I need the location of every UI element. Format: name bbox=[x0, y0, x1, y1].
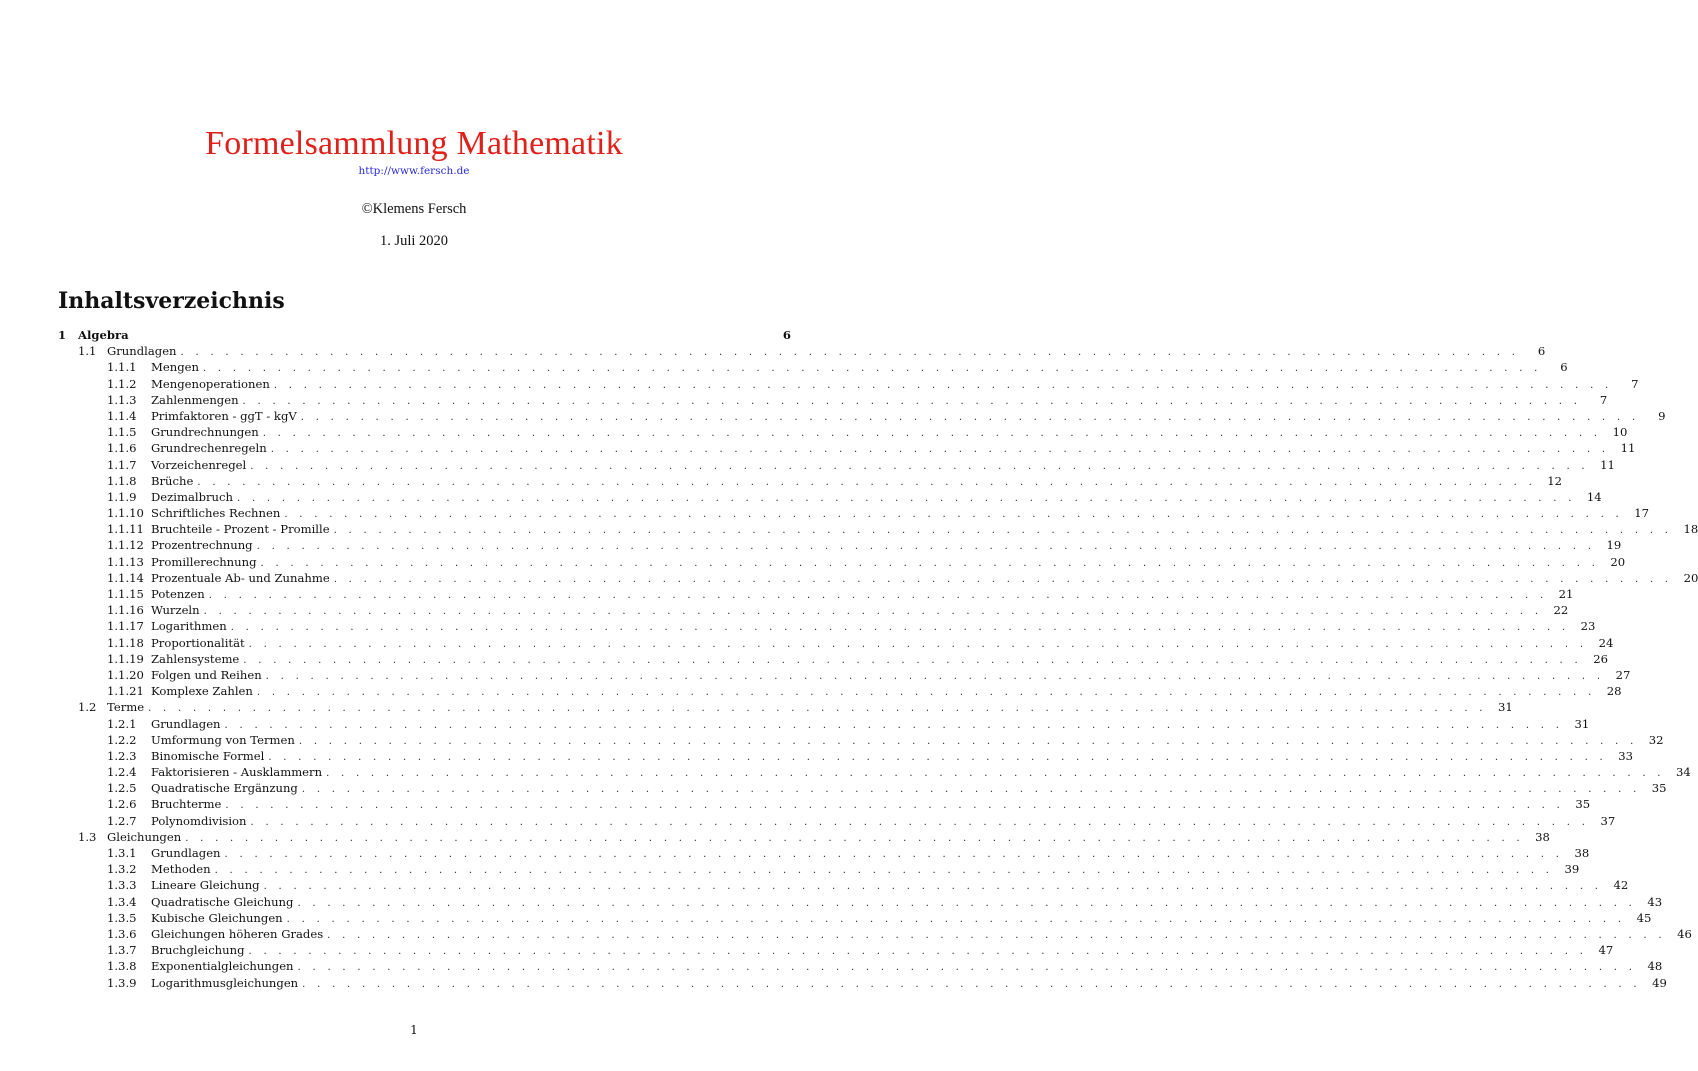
toc-entry-page: 27 bbox=[1615, 667, 1631, 682]
toc-entry-title: Mengen bbox=[151, 360, 199, 375]
dot-leader: . . . . . . . . . . . . . . . . . . . . . . . . . . . . . . . . . . . . . . . . . . . . . . . . . . . . . . . . . . . . . . . . . . . . . . . . . . . . . . . . . . . . . . . . . . bbox=[302, 978, 1641, 990]
toc-subsection-entry[interactable] bbox=[58, 424, 1628, 440]
toc-entry-title: Grundrechnungen bbox=[151, 425, 259, 440]
toc-entry-number: 1.1.10 bbox=[107, 506, 144, 521]
toc-section-entry[interactable] bbox=[58, 699, 1513, 715]
toc-entry-number: 1.3.4 bbox=[107, 894, 137, 909]
toc-entry-title: Folgen und Reihen bbox=[151, 667, 262, 682]
dot-leader: . . . . . . . . . . . . . . . . . . . . . . . . . . . . . . . . . . . . . . . . . . . . . . . . . . . . . . . . . . . . . . . . . . . . . . . . . . . . . . . . . . . . . . . . . . bbox=[262, 428, 1602, 440]
toc-entry-title: Gleichungen bbox=[107, 829, 182, 844]
dot-leader: . . . . . . . . . . . . . . . . . . . . . . . . . . . . . . . . . . . . . . . . . . . . . . . . . . . . . . . . . . . . . . . . . . . . . . . . . . . . . . . . . . . . . . . . . . bbox=[301, 784, 1641, 796]
toc-entry-page: 26 bbox=[1593, 651, 1608, 666]
toc-entry-number: 1.1.5 bbox=[107, 425, 137, 440]
toc-entry-title: Algebra bbox=[78, 328, 129, 342]
toc-entry-number: 1.2 bbox=[78, 700, 97, 715]
toc-entry-page: 14 bbox=[1586, 489, 1602, 504]
toc-entry-title: Logarithmusgleichungen bbox=[151, 975, 299, 990]
toc-entry-page: 11 bbox=[1600, 457, 1615, 472]
toc-entry-title: Bruchgleichung bbox=[151, 943, 245, 958]
toc-subsection-entry[interactable] bbox=[58, 861, 1580, 877]
toc-entry-page: 48 bbox=[1647, 959, 1663, 974]
toc-entry-page: 12 bbox=[1547, 473, 1563, 488]
toc-entry-page: 28 bbox=[1606, 684, 1622, 699]
dot-leader: . . . . . . . . . . . . . . . . . . . . . . . . . . . . . . . . . . . . . . . . . . . . . . . . . . . . . . . . . . . . . . . . . . . . . . . . . . . . . . . . . . . . . . . . . . bbox=[333, 525, 1673, 537]
toc-subsection-entry[interactable] bbox=[58, 473, 1563, 489]
toc-entry-number: 1.1.2 bbox=[107, 376, 137, 391]
toc-entry-number: 1.2.3 bbox=[107, 748, 137, 763]
dot-leader: . . . . . . . . . . . . . . . . . . . . . . . . . . . . . . . . . . . . . . . . . . . . . . . . . . . . . . . . . . . . . . . . . . . . . . . . . . . . . . . . . . . . . . . . . . bbox=[333, 573, 1673, 585]
toc-entry-number: 1.1.21 bbox=[107, 684, 144, 699]
toc-entry-number: 1.1.15 bbox=[107, 587, 144, 601]
toc-entry-number: 1.3.7 bbox=[107, 943, 137, 958]
dot-leader: . . . . . . . . . . . . . . . . . . . . . . . . . . . . . . . . . . . . . . . . . . . . . . . . . . . . . . . . . . . . . . . . . . . . . . . . . . . . . . . . . . . . . . . . . . bbox=[202, 363, 1542, 375]
toc-entry-title: Terme bbox=[107, 700, 145, 715]
dot-leader: . . . . . . . . . . . . . . . . . . . . . . . . . . . . . . . . . . . . . . . . . . . . . . . . . . . . . . . . . . . . . . . . . . . . . . . . . . . . . . . . . . . . . . . . . . bbox=[148, 703, 1487, 715]
toc-entry-title: Quadratische Ergänzung bbox=[151, 781, 298, 796]
toc-entry-title: Methoden bbox=[151, 862, 211, 877]
toc-entry-title: Proportionalität bbox=[151, 635, 245, 650]
toc-entry-number: 1.1.8 bbox=[107, 473, 137, 488]
toc-subsection-entry[interactable] bbox=[58, 457, 1615, 473]
toc-subsection-entry[interactable] bbox=[58, 651, 1608, 667]
toc-subsection-entry[interactable] bbox=[58, 570, 1698, 586]
toc-entry-page: 6 bbox=[782, 328, 791, 342]
dot-leader: . . . . . . . . . . . . . . . . . . . . . . . . . . . . . . . . . . . . . . . . . . . . . . . . . . . . . . . . . . . . . . . . . . . . . . . . . . . . . . . . . . . . . . . . . . bbox=[214, 865, 1554, 877]
toc-entry-page: 24 bbox=[1598, 635, 1614, 650]
toc-subsection-entry[interactable] bbox=[58, 683, 1622, 699]
toc-subsection-entry[interactable] bbox=[58, 359, 1568, 375]
toc-entry-number: 1.1.9 bbox=[107, 489, 137, 504]
toc-subsection-entry[interactable] bbox=[58, 618, 1596, 634]
toc-entry-number: 1.1.19 bbox=[107, 651, 144, 666]
toc-subsection-entry[interactable] bbox=[58, 732, 1664, 748]
dot-leader: . . . . . . . . . . . . . . . . . . . . . . . . . . . . . . . . . . . . . . . . . . . . . . . . . . . . . . . . . . . . . . . . . . . . . . . . . . . . . . . . . . . . . . . . . . bbox=[180, 347, 1520, 359]
toc-entry-title: Umformung von Termen bbox=[151, 732, 295, 747]
toc-entry-title: Binomische Formel bbox=[151, 748, 265, 763]
toc-subsection-entry[interactable] bbox=[58, 554, 1626, 570]
toc-entry-title: Logarithmen bbox=[151, 619, 227, 634]
toc-entry-title: Wurzeln bbox=[151, 603, 200, 618]
toc-entry-page: 23 bbox=[1580, 619, 1596, 634]
dot-leader: . . . . . . . . . . . . . . . . . . . . . . . . . . . . . . . . . . . . . . . . . . . . . . . . . . . . . . . . . . . . . . . . . . . . . . . . . . . . . . . . . . . . . . . . . . bbox=[185, 832, 1524, 844]
date: 1. Juli 2020 bbox=[379, 233, 449, 249]
dot-leader: . . . . . . . . . . . . . . . . . . . . . . . . . . . . . . . . . . . . . . . . . . . . . . . . . . . . . . . . . . . . . . . . . . . . . . . . . . . . . . . . . . . . . . . . . . bbox=[270, 444, 1610, 456]
toc-entry-title: Kubische Gleichungen bbox=[151, 910, 283, 925]
toc-entry-page: 45 bbox=[1636, 910, 1652, 925]
toc-entry-page: 20 bbox=[1683, 570, 1698, 585]
toc-entry-number: 1.3 bbox=[78, 829, 97, 844]
toc-entry-title: Faktorisieren - Ausklammern bbox=[151, 765, 323, 780]
toc-entry-number: 1.1.13 bbox=[107, 554, 144, 569]
toc-entry-number: 1.1.11 bbox=[107, 522, 144, 537]
dot-leader: . . . . . . . . . . . . . . . . . . . . . . . . . . . . . . . . . . . . . . . . . . . . . . . . . . . . . . . . . . . . . . . . . . . . . . . . . . . . . . . . . . . . . . . . . . bbox=[197, 476, 1537, 488]
toc-entry-page: 17 bbox=[1634, 506, 1650, 521]
toc-subsection-entry[interactable] bbox=[58, 748, 1634, 764]
website-link[interactable]: http://www.fersch.de bbox=[358, 165, 470, 177]
toc-entry-page: 39 bbox=[1564, 862, 1580, 877]
toc-entry-page: 21 bbox=[1558, 587, 1574, 601]
dot-leader: . . . . . . . . . . . . . . . . . . . . . . . . . . . . . . . . . . . . . . . . . . . . . . . . . . . . . . . . . . . . . . . . . . . . . . . . . . . . . . . . . . . . . . . . . . bbox=[260, 557, 1600, 569]
dot-leader: . . . . . . . . . . . . . . . . . . . . . . . . . . . . . . . . . . . . . . . . . . . . . . . . . . . . . . . . . . . . . . . . . . . . . . . . . . . . . . . . . . . . . . . . . . bbox=[286, 913, 1626, 925]
document-title: Formelsammlung Mathematik bbox=[205, 125, 623, 162]
toc-entry-number: 1.2.5 bbox=[107, 781, 137, 796]
dot-leader: . . . . . . . . . . . . . . . . . . . . . . . . . . . . . . . . . . . . . . . . . . . . . . . . . . . . . . . . . . . . . . . . . . . . . . . . . . . . . . . . . . . . . . . . . . bbox=[203, 606, 1543, 618]
toc-entry-page: 11 bbox=[1620, 441, 1636, 456]
toc-entry-title: Prozentrechnung bbox=[151, 538, 253, 553]
toc-subsection-entry[interactable] bbox=[58, 975, 1667, 991]
toc-entry-number: 1.2.4 bbox=[107, 765, 137, 780]
toc-entry-number: 1.3.5 bbox=[107, 910, 137, 925]
toc-section-entry[interactable] bbox=[58, 343, 1546, 359]
dot-leader: . . . . . . . . . . . . . . . . . . . . . . . . . . . . . . . . . . . . . . . . . . . . . . . . . . . . . . . . . . . . . . . . . . . . . . . . . . . . . . . . . . . . . . . . . . bbox=[327, 929, 1666, 941]
toc-entry-number: 1.3.8 bbox=[107, 959, 137, 974]
toc-entry-page: 37 bbox=[1600, 813, 1616, 828]
toc-entry-page: 43 bbox=[1647, 894, 1663, 909]
toc-entry-page: 31 bbox=[1498, 700, 1513, 715]
toc-subsection-entry[interactable] bbox=[58, 521, 1698, 537]
toc-subsection-entry[interactable] bbox=[58, 586, 1574, 602]
toc-entry-title: Exponentialgleichungen bbox=[151, 959, 294, 974]
toc-entry-title: Promillerechnung bbox=[151, 554, 257, 569]
dot-leader: . . . . . . . . . . . . . . . . . . . . . . . . . . . . . . . . . . . . . . . . . . . . . . . . . . . . . . . . . . . . . . . . . . . . . . . . . . . . . . . . . . . . . . . . . . bbox=[297, 962, 1637, 974]
toc-entry-page: 7 bbox=[1599, 392, 1608, 407]
toc-entry-number: 1.1.4 bbox=[107, 408, 137, 423]
toc-entry-page: 32 bbox=[1648, 732, 1664, 747]
toc-subsection-entry[interactable] bbox=[58, 910, 1652, 926]
dot-leader: . . . . . . . . . . . . . . . . . . . . . . . . . . . . . . . . . . . . . . . . . . . . . . . . . . . . . . . . . . . . . . . . . . . . . . . . . . . . . . . . . . . . . . . . . . bbox=[326, 768, 1665, 780]
toc-entry-number: 1.1.12 bbox=[107, 538, 144, 553]
toc-subsection-entry[interactable] bbox=[58, 796, 1591, 812]
toc-entry-title: Schriftliches Rechnen bbox=[151, 506, 281, 521]
toc-entry-title: Grundrechenregeln bbox=[151, 441, 267, 456]
toc-entry-page: 9 bbox=[1658, 408, 1666, 423]
toc-entry-title: Gleichungen höheren Grades bbox=[151, 926, 324, 941]
dot-leader: . . . . . . . . . . . . . . . . . . . . . . . . . . . . . . . . . . . . . . . . . . . . . . . . . . . . . . . . . . . . . . . . . . . . . . . . . . . . . . . . . . . . . . . . . . bbox=[243, 654, 1582, 666]
toc-entry-number: 1.1.6 bbox=[107, 441, 137, 456]
toc-entry-title: Potenzen bbox=[151, 587, 205, 601]
toc-entry-page: 34 bbox=[1675, 765, 1691, 780]
toc-subsection-entry[interactable] bbox=[58, 894, 1663, 910]
toc-entry-title: Dezimalbruch bbox=[151, 489, 233, 504]
toc-entry-number: 1.1 bbox=[78, 344, 97, 359]
toc-entry-page: 42 bbox=[1613, 878, 1629, 893]
dot-leader: . . . . . . . . . . . . . . . . . . . . . . . . . . . . . . . . . . . . . . . . . . . . . . . . . . . . . . . . . . . . . . . . . . . . . . . . . . . . . . . . . . . . . . . . . . bbox=[208, 590, 1548, 601]
toc-entry-page: 35 bbox=[1575, 797, 1591, 812]
toc-entry-number: 1.2.7 bbox=[107, 813, 137, 828]
toc-entry-page: 19 bbox=[1606, 538, 1622, 553]
toc-subsection-entry[interactable] bbox=[58, 667, 1631, 683]
toc-entry-number: 1.1.1 bbox=[107, 360, 137, 375]
toc-entry-number: 1.1.16 bbox=[107, 603, 144, 618]
toc-entry-number: 1.1.14 bbox=[107, 570, 144, 585]
toc-entry-title: Primfaktoren - ggT - kgV bbox=[151, 408, 297, 423]
toc-subsection-entry[interactable] bbox=[58, 877, 1629, 893]
toc-entry-title: Grundlagen bbox=[107, 344, 177, 359]
toc-subsection-entry[interactable] bbox=[58, 764, 1691, 780]
toc-entry-page: 38 bbox=[1535, 829, 1550, 844]
toc-subsection-entry[interactable] bbox=[58, 505, 1650, 521]
dot-leader: . . . . . . . . . . . . . . . . . . . . . . . . . . . . . . . . . . . . . . . . . . . . . . . . . . . . . . . . . . . . . . . . . . . . . . . . . . . . . . . . . . . . . . . . . . bbox=[248, 946, 1588, 958]
toc-entry-title: Lineare Gleichung bbox=[151, 878, 260, 893]
toc-subsection-entry[interactable] bbox=[58, 813, 1616, 829]
toc-entry-number: 1.2.6 bbox=[107, 797, 137, 812]
toc-entry-title: Grundlagen bbox=[151, 846, 221, 860]
toc-entry-number: 1.1.17 bbox=[107, 619, 144, 634]
toc-entry-title: Komplexe Zahlen bbox=[151, 684, 253, 699]
toc-entry-number: 1.3.2 bbox=[107, 862, 137, 877]
toc-entry-title: Quadratische Gleichung bbox=[151, 894, 294, 909]
toc-entry-title: Vorzeichenregel bbox=[151, 457, 247, 472]
toc-subsection-entry[interactable] bbox=[58, 716, 1590, 732]
toc-entry-title: Polynomdivision bbox=[151, 813, 247, 828]
toc-entry-number: 1.3.3 bbox=[107, 878, 137, 893]
toc-subsection-entry[interactable] bbox=[58, 489, 1602, 505]
toc-entry-number: 1 bbox=[58, 328, 67, 342]
toc-subsection-entry[interactable] bbox=[58, 376, 1639, 392]
dot-leader: . . . . . . . . . . . . . . . . . . . . . . . . . . . . . . . . . . . . . . . . . . . . . . . . . . . . . . . . . . . . . . . . . . . . . . . . . . . . . . . . . . . . . . . . . . bbox=[265, 670, 1605, 682]
toc-entry-page: 10 bbox=[1612, 425, 1628, 440]
dot-leader: . . . . . . . . . . . . . . . . . . . . . . . . . . . . . . . . . . . . . . . . . . . . . . . . . . . . . . . . . . . . . . . . . . . . . . . . . . . . . . . . . . . . . . . . . . bbox=[225, 800, 1565, 812]
dot-leader: . . . . . . . . . . . . . . . . . . . . . . . . . . . . . . . . . . . . . . . . . . . . . . . . . . . . . . . . . . . . . . . . . . . . . . . . . . . . . . . . . . . . . . . . . . bbox=[224, 849, 1564, 860]
toc-entry-page: 7 bbox=[1631, 376, 1639, 391]
toc-entry-title: Bruchterme bbox=[151, 797, 222, 812]
toc-entry-number: 1.1.20 bbox=[107, 667, 144, 682]
dot-leader: . . . . . . . . . . . . . . . . . . . . . . . . . . . . . . . . . . . . . . . . . . . . . . . . . . . . . . . . . . . . . . . . . . . . . . . . . . . . . . . . . . . . . . . . . . bbox=[242, 395, 1582, 407]
dot-leader: . . . . . . . . . . . . . . . . . . . . . . . . . . . . . . . . . . . . . . . . . . . . . . . . . . . . . . . . . . . . . . . . . . . . . . . . . . . . . . . . . . . . . . . . . . bbox=[230, 622, 1570, 634]
toc-subsection-entry[interactable] bbox=[58, 537, 1622, 553]
dot-leader: . . . . . . . . . . . . . . . . . . . . . . . . . . . . . . . . . . . . . . . . . . . . . . . . . . . . . . . . . . . . . . . . . . . . . . . . . . . . . . . . . . . . . . . . . . bbox=[297, 897, 1637, 909]
toc-entry-page: 6 bbox=[1537, 344, 1546, 359]
dot-leader: . . . . . . . . . . . . . . . . . . . . . . . . . . . . . . . . . . . . . . . . . . . . . . . . . . . . . . . . . . . . . . . . . . . . . . . . . . . . . . . . . . . . . . . . . . bbox=[256, 687, 1596, 699]
toc-entry-title: Prozentuale Ab- und Zunahme bbox=[151, 570, 330, 585]
dot-leader: . . . . . . . . . . . . . . . . . . . . . . . . . . . . . . . . . . . . . . . . . . . . . . . . . . . . . . . . . . . . . . . . . . . . . . . . . . . . . . . . . . . . . . . . . . bbox=[236, 492, 1576, 504]
toc-entry-page: 49 bbox=[1652, 975, 1667, 990]
toc-subsection-entry[interactable] bbox=[58, 392, 1608, 408]
toc-entry-title: Zahlensysteme bbox=[151, 651, 240, 666]
toc-subsection-entry[interactable] bbox=[58, 845, 1590, 861]
toc-subsection-entry[interactable] bbox=[58, 635, 1614, 651]
dot-leader: . . . . . . . . . . . . . . . . . . . . . . . . . . . . . . . . . . . . . . . . . . . . . . . . . . . . . . . . . . . . . . . . . . . . . . . . . . . . . . . . . . . . . . . . . . bbox=[263, 881, 1603, 893]
toc-section-entry[interactable] bbox=[58, 829, 1550, 845]
toc-entry-page: 22 bbox=[1553, 603, 1569, 618]
toc-subsection-entry[interactable] bbox=[58, 926, 1692, 942]
table-of-contents bbox=[58, 327, 1698, 991]
toc-entry-title: Grundlagen bbox=[151, 716, 221, 731]
toc-subsection-entry[interactable] bbox=[58, 440, 1636, 456]
author: ©Klemens Fersch bbox=[361, 201, 467, 217]
toc-chapter-entry[interactable] bbox=[58, 327, 791, 343]
toc-entry-page: 18 bbox=[1683, 522, 1698, 537]
page-number: 1 bbox=[410, 1023, 418, 1037]
toc-entry-title: Zahlenmengen bbox=[151, 392, 239, 407]
toc-heading: Inhaltsverzeichnis bbox=[58, 288, 285, 314]
toc-subsection-entry[interactable] bbox=[58, 942, 1614, 958]
toc-entry-title: Bruchteile - Prozent - Promille bbox=[151, 522, 330, 537]
toc-entry-number: 1.3.6 bbox=[107, 926, 137, 941]
toc-entry-title: Brüche bbox=[151, 473, 194, 488]
toc-entry-number: 1.2.2 bbox=[107, 732, 137, 747]
toc-subsection-entry[interactable] bbox=[58, 780, 1667, 796]
toc-entry-number: 1.1.18 bbox=[107, 635, 144, 650]
dot-leader: . . . . . . . . . . . . . . . . . . . . . . . . . . . . . . . . . . . . . . . . . . . . . . . . . . . . . . . . . . . . . . . . . . . . . . . . . . . . . . . . . . . . . . . . . . bbox=[248, 638, 1588, 650]
toc-entry-page: 20 bbox=[1610, 554, 1626, 569]
toc-entry-title: Mengenoperationen bbox=[151, 376, 270, 391]
toc-entry-number: 1.1.3 bbox=[107, 392, 137, 407]
dot-leader: . . . . . . . . . . . . . . . . . . . . . . . . . . . . . . . . . . . . . . . . . . . . . . . . . . . . . . . . . . . . . . . . . . . . . . . . . . . . . . . . . . . . . . . . . . bbox=[250, 816, 1590, 828]
toc-entry-page: 47 bbox=[1598, 943, 1614, 958]
toc-subsection-entry[interactable] bbox=[58, 958, 1663, 974]
toc-entry-number: 1.3.9 bbox=[107, 975, 137, 990]
toc-entry-page: 35 bbox=[1651, 781, 1667, 796]
toc-entry-page: 46 bbox=[1677, 926, 1692, 941]
toc-entry-number: 1.3.1 bbox=[107, 846, 137, 860]
toc-entry-page: 33 bbox=[1618, 748, 1634, 763]
toc-entry-page: 31 bbox=[1574, 716, 1590, 731]
dot-leader: . . . . . . . . . . . . . . . . . . . . . . . . . . . . . . . . . . . . . . . . . . . . . . . . . . . . . . . . . . . . . . . . . . . . . . . . . . . . . . . . . . . . . . . . . . bbox=[273, 379, 1613, 391]
toc-entry-number: 1.1.7 bbox=[107, 457, 137, 472]
dot-leader: . . . . . . . . . . . . . . . . . . . . . . . . . . . . . . . . . . . . . . . . . . . . . . . . . . . . . . . . . . . . . . . . . . . . . . . . . . . . . . . . . . . . . . . . . . bbox=[250, 460, 1589, 472]
dot-leader: . . . . . . . . . . . . . . . . . . . . . . . . . . . . . . . . . . . . . . . . . . . . . . . . . . . . . . . . . . . . . . . . . . . . . . . . . . . . . . . . . . . . . . . . . . bbox=[298, 735, 1638, 747]
toc-entry-number: 1.2.1 bbox=[107, 716, 137, 731]
dot-leader: . . . . . . . . . . . . . . . . . . . . . . . . . . . . . . . . . . . . . . . . . . . . . . . . . . . . . . . . . . . . . . . . . . . . . . . . . . . . . . . . . . . . . . . . . . bbox=[284, 509, 1624, 521]
toc-entry-page: 38 bbox=[1574, 846, 1590, 860]
dot-leader: . . . . . . . . . . . . . . . . . . . . . . . . . . . . . . . . . . . . . . . . . . . . . . . . . . . . . . . . . . . . . . . . . . . . . . . . . . . . . . . . . . . . . . . . . . bbox=[256, 541, 1596, 553]
toc-subsection-entry[interactable] bbox=[58, 602, 1569, 618]
dot-leader: . . . . . . . . . . . . . . . . . . . . . . . . . . . . . . . . . . . . . . . . . . . . . . . . . . . . . . . . . . . . . . . . . . . . . . . . . . . . . . . . . . . . . . . . . . bbox=[268, 751, 1608, 763]
dot-leader: . . . . . . . . . . . . . . . . . . . . . . . . . . . . . . . . . . . . . . . . . . . . . . . . . . . . . . . . . . . . . . . . . . . . . . . . . . . . . . . . . . . . . . . . . . bbox=[300, 411, 1640, 423]
dot-leader: . . . . . . . . . . . . . . . . . . . . . . . . . . . . . . . . . . . . . . . . . . . . . . . . . . . . . . . . . . . . . . . . . . . . . . . . . . . . . . . . . . . . . . . . . . bbox=[224, 719, 1564, 731]
toc-subsection-entry[interactable] bbox=[58, 408, 1666, 424]
toc-entry-page: 6 bbox=[1560, 360, 1568, 375]
